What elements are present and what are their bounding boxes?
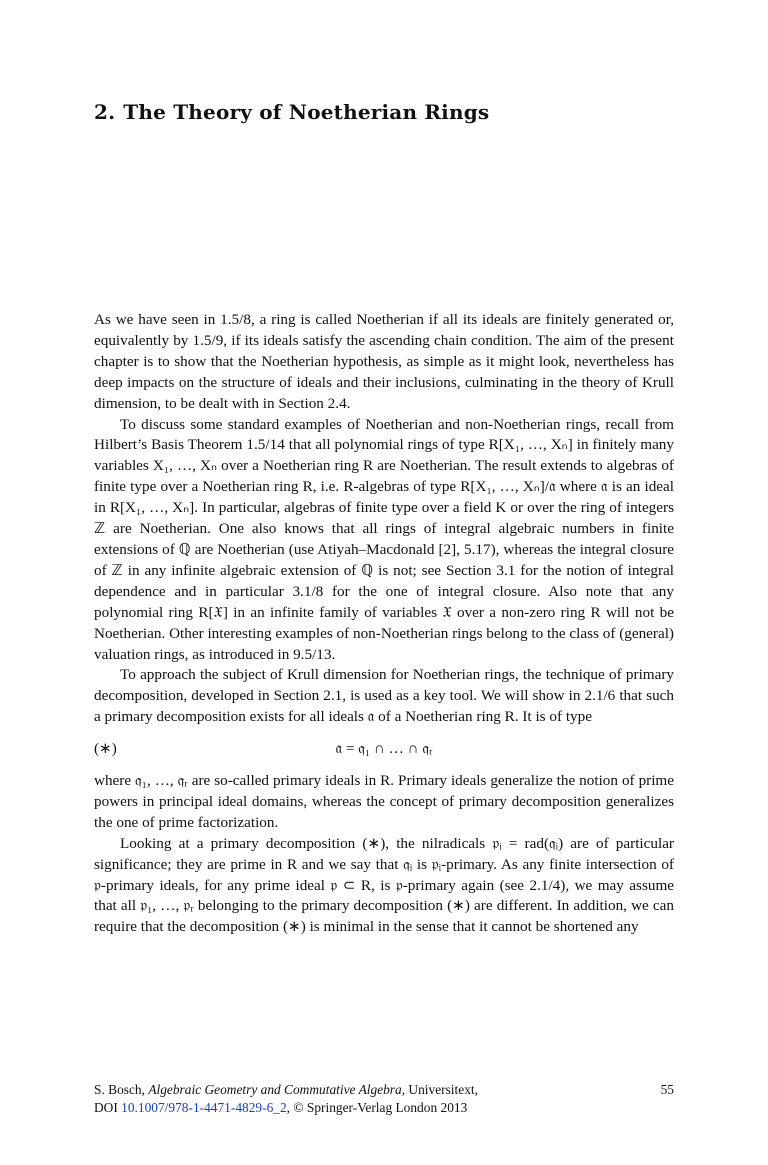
footer-series: , Universitext,: [401, 1082, 478, 1097]
equation-label: (∗): [94, 740, 117, 758]
footer-doi-prefix: DOI: [94, 1100, 122, 1115]
page-number: 55: [660, 1082, 674, 1097]
doi-link[interactable]: 10.1007/978-1-4471-4829-6_2: [121, 1100, 287, 1115]
footer-book-title: Algebraic Geometry and Commutative Algebra: [148, 1082, 402, 1097]
chapter-title: The Theory of Noetherian Rings: [123, 100, 490, 124]
paragraph-2: To discuss some standard examples of Noetherian and non-Noetherian rings, recall from Hilbert’s Basis Theorem 1.5/14 that all polynomial rings of type R[X₁, …, Xₙ] in finitely many variables X₁, …, Xₙ over a Noetherian ring R are Noetherian. The result extends to algebras of finite type over a Noetherian ring R, i.e. R-algebras of type R[X₁, …, Xₙ]/𝔞 where 𝔞 is an ideal in R[X₁, …, Xₙ]. In particular, algebras of finite type over a field K or over the ring of integers ℤ are Noetherian. One also knows that all rings of integral algebraic numbers in finite extensions of ℚ are Noetherian (use Atiyah–Macdonald [2], 5.17), whereas the integral closure of ℤ in any infinite algebraic extension of ℚ is not; see Section 3.1 for the notion of integral dependence and in particular 3.1/8 for the one of integral closure. Also note that any polynomial ring R[𝔛] in an infinite family of variables 𝔛 over a non-zero ring R will not be Noetherian. Other interesting examples of non-Noetherian rings belong to the class of (general) valuation rings, as introduced in 9.5/13.: [94, 415, 674, 663]
paragraph-3: To approach the subject of Krull dimension for Noetherian rings, the technique of primary decomposition, developed in Section 2.1, is used as a key tool. We will show in 2.1/6 that such a primary decomposition exists for all ideals 𝔞 of a Noetherian ring R. It is of type: [94, 666, 674, 726]
equation-formula: 𝔞 = 𝔮₁ ∩ … ∩ 𝔮ᵣ: [335, 740, 433, 758]
footer-citation-line: [94, 1081, 674, 1099]
chapter-heading: [94, 100, 489, 124]
paragraph-4: where 𝔮₁, …, 𝔮ᵣ are so-called primary ideals in R. Primary ideals generalize the notion of prime powers in principal ideal domains, whereas the concept of primary decomposition generalizes the one of prime factorization.: [94, 772, 674, 831]
paragraph-5: Looking at a primary decomposition (∗), the nilradicals 𝔭ᵢ = rad(𝔮ᵢ) are of particular significance; they are prime in R and we say that 𝔮ᵢ is 𝔭ᵢ-primary. As any finite intersection of 𝔭-primary ideals, for any prime ideal 𝔭 ⊂ R, is 𝔭-primary again (see 2.1/4), we may assume that all 𝔭₁, …, 𝔭ᵣ belonging to the primary decomposition (∗) are different. In addition, we can require that the decomposition (∗) is minimal in the sense that it cannot be shortened any: [94, 834, 674, 936]
footer-copyright: , © Springer-Verlag London 2013: [286, 1100, 468, 1115]
footer-author: S. Bosch,: [94, 1082, 149, 1097]
paragraph-1: As we have seen in 1.5/8, a ring is called Noetherian if all its ideals are finitely generated or, equivalently by 1.5/9, if its ideals satisfy the ascending chain condition. The aim of the present chapter is to show that the Noetherian hypothesis, as simple as it might look, nevertheless has deep impacts on the structure of ideals and their inclusions, culminating in the theory of Krull dimension, to be dealt with in Section 2.4.: [94, 311, 674, 412]
footer-doi-line: [94, 1099, 674, 1117]
chapter-number: 2.: [94, 100, 116, 124]
chapter-body: [94, 310, 674, 938]
equation-primary-decomposition: [94, 739, 674, 760]
page-footer: [94, 1081, 674, 1117]
footer-citation: [94, 1081, 478, 1099]
